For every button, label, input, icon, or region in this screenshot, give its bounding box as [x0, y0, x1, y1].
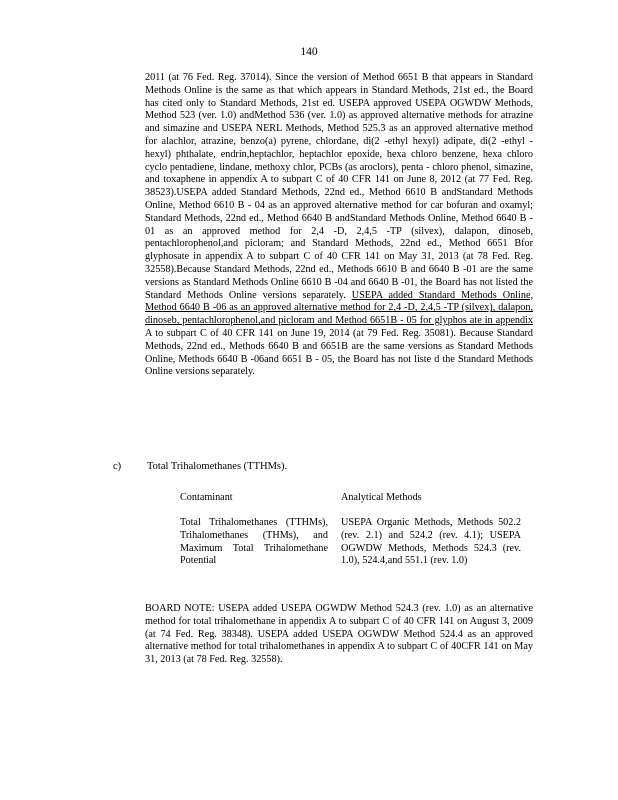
section-heading: Total Trihalomethanes (TTHMs). — [147, 461, 288, 472]
column-header-analytical-methods: Analytical Methods — [341, 492, 422, 503]
page-number: 140 — [300, 46, 318, 58]
column-header-contaminant: Contaminant — [180, 492, 233, 503]
paragraph-text: 2011 (at 76 Fed. Reg. 37014). Since the version of Method 6651 B that appears in Standard Methods Online is the same as that which appears in Standard Methods, 21st ed., the Board has cited only to Standard Methods, 21st ed. USEPA approved USEPA OGWDW Methods, Method 523 (ver. 1.0) andMethod 536 (ver. 1.0) as approved alternative methods for atrazine and simazine and USEPA NERL Methods, Method 525.3 as an approved alternative method for alachlor, atrazine, benzo(a) pyrene, chlordane, di(2 -ethyl hexyl) adipate, di(2 -ethyl - hexyl) phthalate, endrin,heptachlor, heptachlor epoxide, hexa chloro benzene, hexa chloro cyclo pentadiene, lindane, methoxy chlor, PCBs (as aroclors), penta - chloro phenol, simazine, and toxaphene in appendix A to subpart C of 40 CFR 141 on June 8, 2012 (at 77 Fed. Reg. 38523).USEPA added Standard Methods, 22nd ed., Method 6610 B andStandard Methods Online, Method 6610 B - 04 as an approved alternative method for car bofuran and oxamyl; Standard Methods, 22nd ed., Method 6640 B andStandard Methods Online, Method 6640 B - 01 as an approved method for 2,4 -D, 2,4,5 -TP (silvex), dalapon, dinoseb, pentachlorophenol,and picloram; and Standard Methods, 22nd ed., Method 6651 Bfor glyphosate in appendix A to subpart C of 40 CFR 141 on May 31, 2013 (at 78 Fed. Reg. 32558).Because Standard Methods, 22nd ed., Methods 6610 B and 6640 B -01 are the same versions as Standard Methods Online 6610 B -04 and 6640 B -01, the Board has not listed the Standard Methods Online versions separately. — [145, 72, 533, 301]
board-note: BOARD NOTE: USEPA added USEPA OGWDW Method 524.3 (rev. 1.0) as an alternative method for total trihalomethane in appendix A to subpart C of 40 CFR 141 on August 3, 2009 (at 74 Fed. Reg. 38348). USEPA added USEPA OGWDW Method 524.4 as an approved alternative method for total trihalomethanes in appendix A to subpart C of 40CFR 141 on May 31, 2013 (at 78 Fed. Reg. 32558). — [145, 603, 533, 666]
table-cell-contaminant: Total Trihalomethanes (TTHMs), Trihalomethanes (THMs), and Maximum Total Trihalomethane Potential — [180, 517, 328, 567]
table-cell-methods: USEPA Organic Methods, Methods 502.2 (rev. 2.1) and 524.2 (rev. 4.1); USEPA OGWDW Methods, Methods 524.3 (rev. 1.0), 524.4,and 551.1 (rev. 1.0) — [341, 517, 521, 567]
paragraph-tail-text: A to subpart C of 40 CFR 141 on June 19, 2014 (at 79 Fed. Reg. 35081). Because Standard Methods, 22nd ed., Methods 6640 B and 6651B are the same versions as Standard Methods Online, Methods 6640 B -06and 6651 B - 05, the Board has not liste d the Standard Methods Online versions separately. — [145, 327, 533, 378]
underlined-amendment-text: USEPA added Standard Methods Online, Method 6640 B -06 as an approved alternative method for 2,4 -D, 2,4,5 -TP (silvex), dalapon, dinoseb, pentachlorophenol,and picloram and Method 6651B - 05 for glyphos ate in appendix — [145, 289, 534, 327]
section-marker: c) — [113, 461, 122, 472]
body-paragraph — [145, 72, 533, 379]
